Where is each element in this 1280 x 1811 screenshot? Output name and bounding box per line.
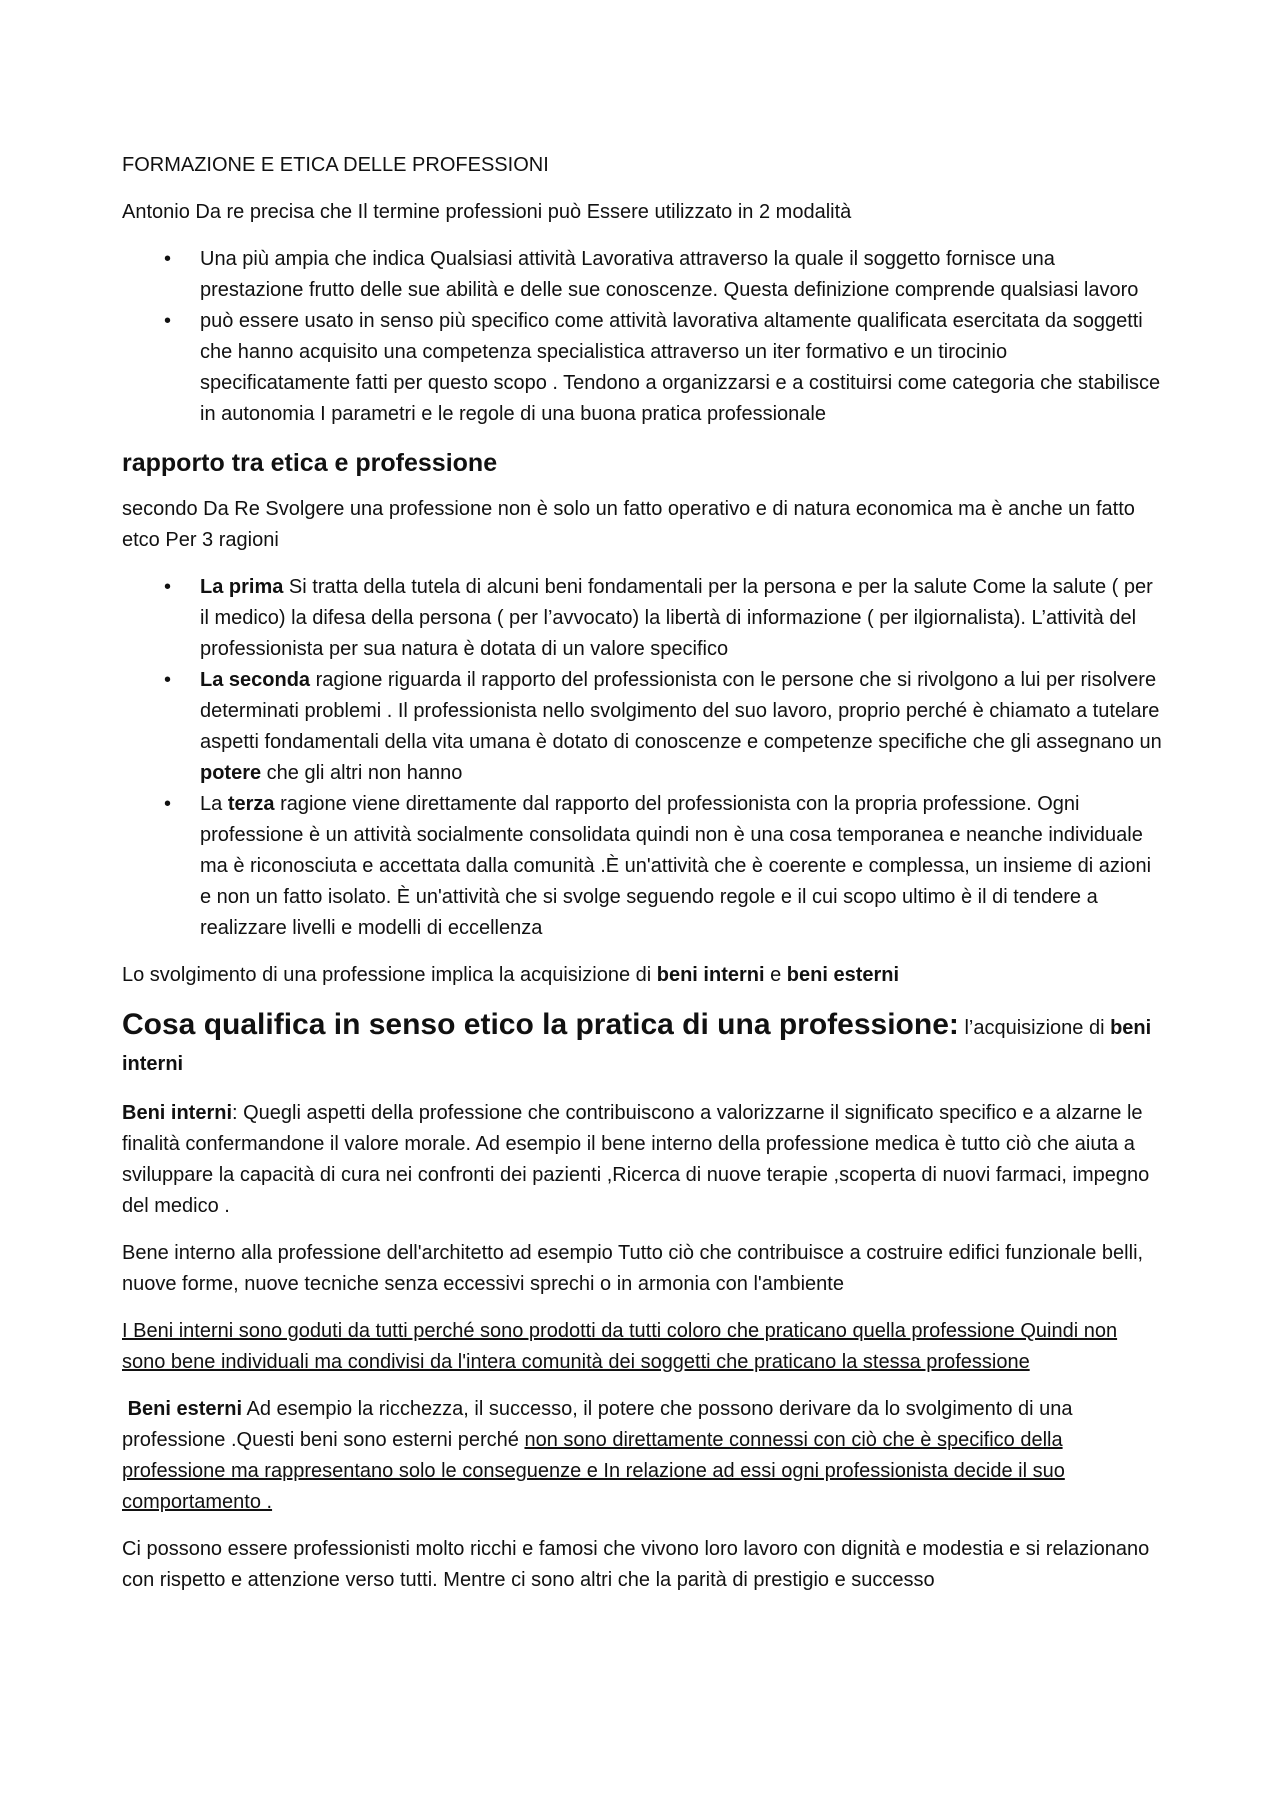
underlined-text: I Beni interni sono goduti da tutti perché sono prodotti da tutti coloro che praticano quella professione Quindi non sono bene individuali ma condivisi da l'intera comunità dei soggetti che praticano la stessa professione — [122, 1320, 1118, 1373]
svolgimento-paragraph — [122, 960, 1162, 991]
list-text: Si tratta della tutela di alcuni beni fondamentali per la persona e per la salute Come la salute ( per il medico) la difesa della persona ( per l’avvocato) la libertà di informazione ( per ilgiornalista). L’attività del professionista per sua natura è dotata di un valore specifico — [200, 576, 1153, 660]
finale-paragraph: Ci possono essere professionisti molto ricchi e famosi che vivono loro lavoro con dignità e modestia e si relazionano con rispetto e attenzione verso tutti. Mentre ci sono altri che la parità di prestigio e successo — [122, 1538, 1150, 1591]
list-text: ragione viene direttamente dal rapporto del professionista con la propria professione. Ogni professione è un attività socialmente consolidata quindi non è una cosa temporanea e neanche individuale ma è riconosciuta e accettata dalla comunità .È un'attività che è coerente e complessa, un insieme di azioni e non un fatto isolato. È un'attività che si svolge seguendo regole e il cui scopo ultimo è il di tendere a realizzare livelli e modelli di eccellenza — [200, 793, 1152, 939]
goduti-paragraph — [122, 1316, 1162, 1378]
bold-term: Beni interni — [122, 1102, 233, 1124]
bold-term: beni interni — [656, 964, 765, 986]
list-item — [122, 665, 1162, 789]
rapporto-intro: secondo Da Re Svolgere una professione non è solo un fatto operativo e di natura economica ma è anche un fatto etco Per 3 ragioni — [122, 498, 1135, 551]
heading-tail: l’acquisizione di — [958, 1017, 1111, 1039]
list-text: che gli altri non hanno — [261, 762, 463, 784]
beni-interni-paragraph — [122, 1098, 1162, 1222]
list-text: La — [200, 793, 228, 815]
architetto-paragraph: Bene interno alla professione dell'architetto ad esempio Tutto ciò che contribuisce a costruire edifici funzionale belli, nuove forme, nuove tecniche senza eccessivi sprechi o in armonia con l'ambiente — [122, 1242, 1144, 1295]
bold-term: terza — [227, 793, 275, 815]
list-item — [122, 789, 1162, 944]
ragioni-list — [122, 572, 1162, 944]
bold-term: beni esterni — [786, 964, 900, 986]
text-run: : Quegli aspetti della professione che contribuiscono a valorizzarne il significato specifico e a alzarne le finalità confermandone il valore morale. Ad esempio il bene interno della professione medica è tutto ciò che aiuta a sviluppare la capacità di cura nei confronti dei pazienti ,Ricerca di nuove terapie ,scoperta di nuovi farmaci, impegno del medico . — [122, 1102, 1150, 1217]
beni-esterni-paragraph — [122, 1394, 1162, 1518]
list-text: ragione riguarda il rapporto del professionista con le persone che si rivolgono a lui per risolvere determinati problemi . Il professionista nello svolgimento del suo lavoro, proprio perché è chiamato a tutelare aspetti fondamentali della vita umana è dotato di conoscenze e competenze specifiche che gli assegnano un — [200, 669, 1162, 753]
text-run: Ad esempio la ricchezza, il successo, il potere che possono derivare da lo svolgimento di una professione .Questi beni sono esterni perché — [122, 1398, 1073, 1451]
document-page — [122, 150, 1162, 1612]
bold-term: beni interni — [122, 1017, 1152, 1075]
document-title: FORMAZIONE E ETICA DELLE PROFESSIONI — [122, 154, 549, 176]
bold-term: La seconda — [200, 669, 311, 691]
modalita-list — [122, 244, 1162, 430]
heading-cosa-qualifica — [122, 1007, 1162, 1082]
intro-paragraph: Antonio Da re precisa che Il termine professioni può Essere utilizzato in 2 modalità — [122, 201, 852, 223]
heading-main: Cosa qualifica in senso etico la pratica di una professione: — [122, 1008, 959, 1041]
bold-term: La prima — [200, 576, 284, 598]
text-run: e — [764, 964, 787, 986]
text-run: Lo svolgimento di una professione implica la acquisizione di — [122, 964, 657, 986]
bold-term: Beni esterni — [127, 1398, 243, 1420]
heading-rapporto: rapporto tra etica e professione — [122, 449, 498, 477]
underlined-text: non sono direttamente connessi con ciò che è specifico della professione ma rappresentano solo le conseguenze e In relazione ad essi ogni professionista decide il suo comportamento . — [122, 1429, 1065, 1513]
list-item — [122, 572, 1162, 665]
list-item: • può essere usato in senso più specifico come attività lavorativa altamente qualificata esercitata da soggetti che hanno acquisito una competenza specialistica attraverso un iter formativo e un tirocinio specificatamente fatti per questo scopo . Tendono a organizzarsi e a costituirsi come categoria che stabilisce in autonomia I parametri e le regole di una buona pratica professionale — [122, 306, 1162, 430]
bold-term: potere — [200, 762, 262, 784]
list-item: • Una più ampia che indica Qualsiasi attività Lavorativa attraverso la quale il soggetto fornisce una prestazione frutto delle sue abilità e delle sue conoscenze. Questa definizione comprende qualsiasi lavoro — [122, 244, 1162, 306]
